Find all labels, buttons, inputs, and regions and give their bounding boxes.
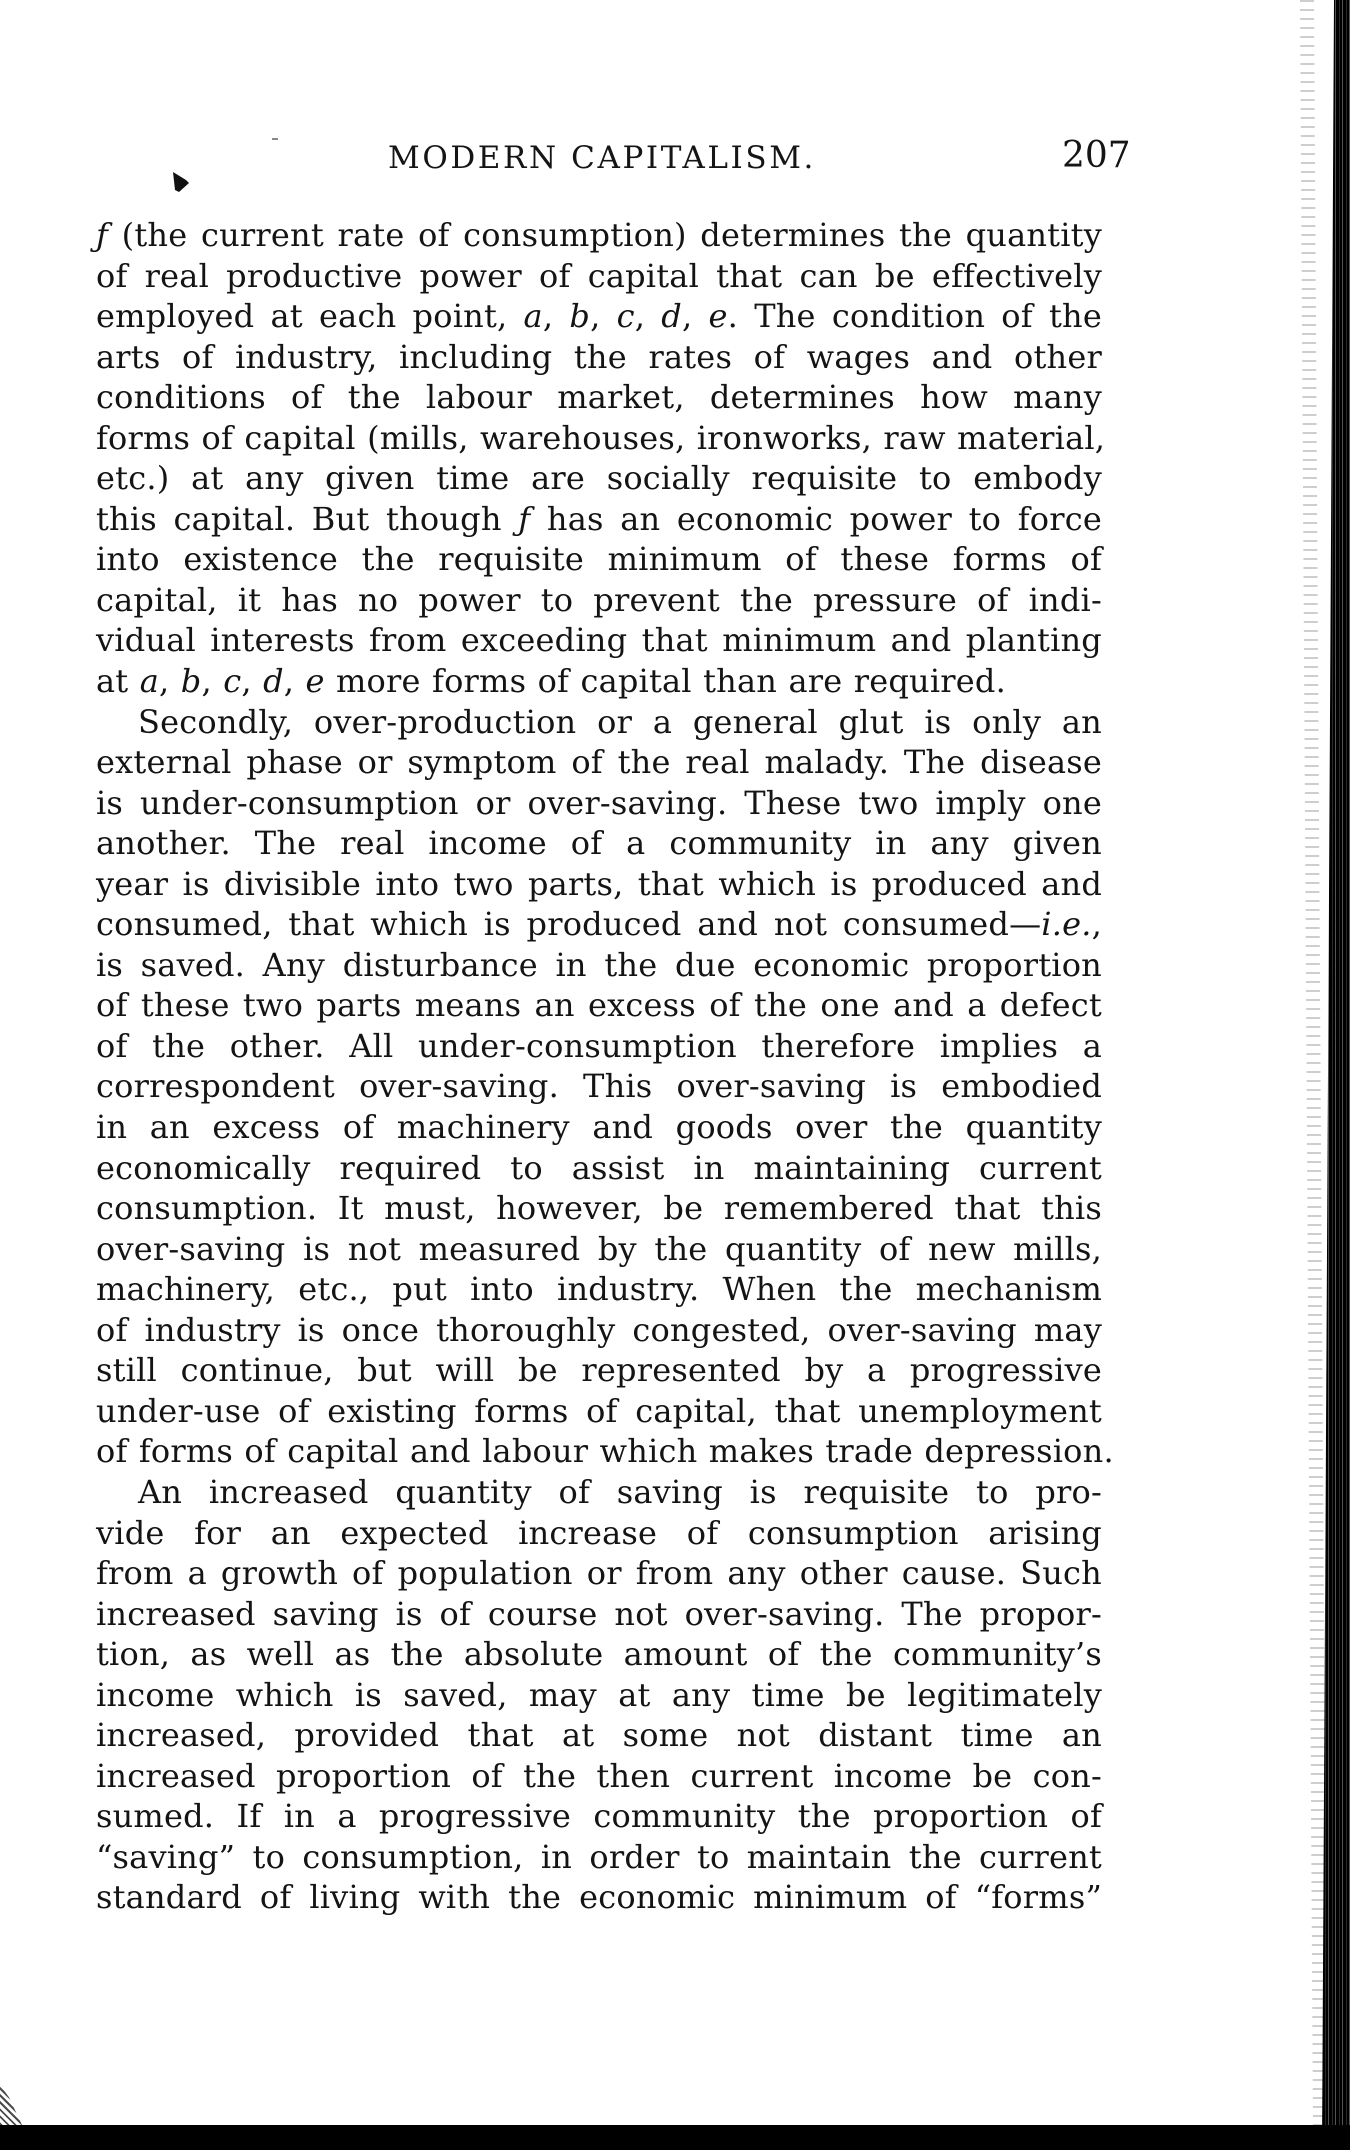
text-line: consumption. It must, however, be remembered that this [96,1189,1102,1228]
text-line: of these two parts means an excess of the one and a defect [96,986,1102,1025]
text-line: is saved. Any disturbance in the due economic proportion [96,945,1102,984]
scan-speck [272,138,278,140]
diamond-ornament-icon [170,170,192,194]
text-line: increased, provided that at some not distant time an [96,1716,1102,1755]
text-line: ƒ (the current rate of consumption) determines the quantity [96,216,1102,254]
paragraph-2 [96,702,1114,1472]
text-line: of the other. All under-consumption therefore implies a [96,1026,1102,1065]
text-line: is under-consumption or over-saving. These two imply one [96,783,1102,822]
text-line: vide for an expected increase of consumption arising [96,1513,1102,1552]
running-header-title: MODERN CAPITALISM. [388,140,817,176]
text-line: arts of industry, including the rates of wages and other [96,337,1102,376]
paragraph-1 [96,215,1106,702]
page-number: 207 [1062,135,1131,176]
binding-gutter-shadow [1300,0,1327,2125]
text-line: from a growth of population or from any other cause. Such [96,1554,1102,1593]
text-line: external phase or symptom of the real malady. The disease [96,743,1102,782]
text-line: forms of capital (mills, warehouses, ironworks, raw material, [96,418,1106,457]
text-line: of real productive power of capital that can be effectively [96,256,1102,295]
text-line: another. The real income of a community in any given [96,824,1102,863]
text-line: this capital. But though ƒ has an economic power to force [96,499,1103,538]
page-edge-stack [1322,0,1350,2150]
text-line: income which is saved, may at any time be legitimately [96,1675,1102,1714]
text-line: tion, as well as the absolute amount of the community’s [96,1635,1102,1674]
text-line: machinery, etc., put into industry. When the mechanism [96,1270,1102,1309]
text-line: into existence the requisite minimum of these forms of [96,540,1102,579]
text-line: conditions of the labour market, determines how many [96,378,1102,417]
text-line: sumed. If in a progressive community the proportion of [96,1797,1102,1836]
text-line: increased proportion of the then current income be con- [96,1756,1102,1795]
scan-corner-noise [0,2085,22,2125]
text-line: over-saving is not measured by the quantity of new mills, [96,1229,1102,1268]
body-text [96,215,1114,1918]
text-line: capital, it has no power to prevent the pressure of indi- [96,580,1102,619]
text-line: consumed, that which is produced and not consumed—i.e., [96,905,1102,944]
text-line: still continue, but will be represented by a progressive [96,1351,1102,1390]
scan-bottom-border [0,2125,1350,2150]
paragraph-3 [96,1472,1102,1918]
text-line: under-use of existing forms of capital, that unemployment [96,1391,1102,1430]
text-line: etc.) at any given time are socially requisite to embody [96,459,1102,498]
text-line: of industry is once thoroughly congested, over-saving may [96,1310,1102,1349]
text-line: at a, b, c, d, e more forms of capital than are required. [96,662,1006,701]
text-line: An increased quantity of saving is requisite to pro- [138,1472,1102,1511]
text-line: year is divisible into two parts, that which is produced and [96,864,1102,903]
text-line: of forms of capital and labour which makes trade depression. [96,1432,1114,1471]
text-line: vidual interests from exceeding that minimum and planting [96,621,1102,660]
text-line: in an excess of machinery and goods over the quantity [96,1108,1102,1147]
text-line: “saving” to consumption, in order to maintain the current [96,1837,1102,1876]
text-line: employed at each point, a, b, c, d, e. The condition of the [96,297,1102,336]
text-line: economically required to assist in maintaining current [96,1148,1102,1187]
text-line: Secondly, over-production or a general glut is only an [138,702,1102,741]
text-line: standard of living with the economic minimum of “forms” [96,1878,1102,1917]
text-line: increased saving is of course not over-saving. The propor- [96,1594,1102,1633]
text-line: correspondent over-saving. This over-saving is embodied [96,1067,1102,1106]
